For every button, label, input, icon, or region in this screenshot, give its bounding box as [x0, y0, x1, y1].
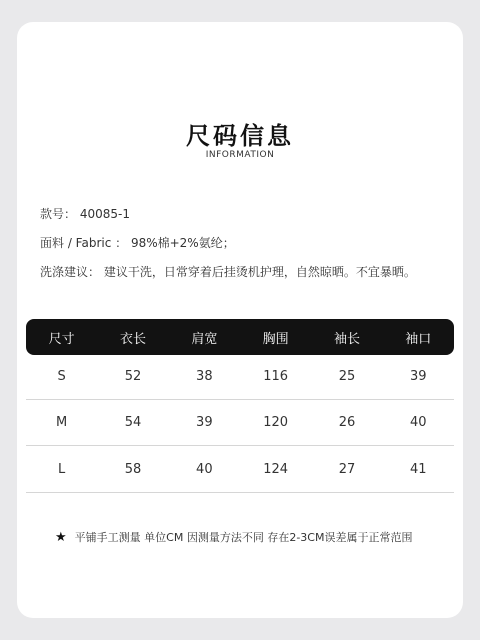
star-icon: ★: [55, 529, 67, 545]
table-cell: 25: [338, 368, 356, 384]
table-cell: 54: [124, 414, 142, 430]
header-shoulder: 肩宽: [191, 331, 218, 347]
header-size: 尺寸: [48, 331, 75, 347]
measurement-note: [55, 529, 412, 545]
table-row: [26, 353, 454, 400]
table-cell: 120: [263, 414, 289, 430]
table-cell: 38: [196, 368, 213, 384]
table-cell: 39: [196, 414, 213, 430]
header-cuff: 袖口: [405, 331, 432, 347]
measurement-note-text: 平铺手工测量 单位CM 因测量方法不同 存在2-3CM误差属于正常范围: [74, 531, 413, 544]
header-sleeve: 袖长: [333, 331, 360, 347]
table-cell: 58: [124, 461, 142, 477]
table-cell: 40: [410, 414, 427, 430]
table-cell: 27: [338, 461, 356, 477]
header-length: 衣长: [119, 331, 146, 347]
table-cell: 40: [196, 461, 213, 477]
page-title: 尺码信息: [186, 122, 294, 150]
size-table-header: [26, 319, 454, 355]
table-cell: 116: [263, 368, 289, 384]
table-cell: 41: [410, 461, 427, 477]
table-cell: 26: [338, 414, 356, 430]
table-row: [26, 446, 454, 493]
table-cell: L: [58, 461, 66, 477]
table-cell: 39: [410, 368, 427, 384]
table-cell: 124: [263, 461, 289, 477]
care-instructions: 洗涤建议： 建议干洗，日常穿着后挂烫机护理，自然晾晒。不宜暴晒。: [40, 265, 416, 279]
style-number: 款号： 40085-1: [40, 207, 130, 221]
table-cell: M: [56, 414, 68, 430]
page-subtitle: INFORMATION: [205, 150, 275, 160]
fabric-info: 面料 / Fabric ： 98%棉+2%氨纶；: [40, 236, 235, 250]
table-row: [26, 399, 454, 446]
header-chest: 胸围: [262, 331, 289, 347]
table-cell: 52: [124, 368, 142, 384]
table-cell: S: [57, 368, 66, 384]
